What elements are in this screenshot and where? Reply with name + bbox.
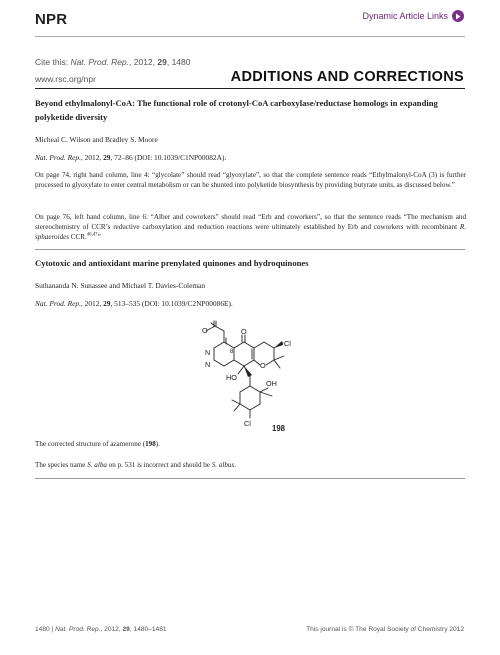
species-text-1: The species name	[35, 461, 88, 469]
species-text-2: on p. 531 is incorrect and should be	[106, 461, 212, 469]
cite-year: , 2012,	[129, 57, 158, 67]
compound-number: 198	[272, 424, 286, 433]
footer-page: 1480	[35, 626, 50, 633]
atom-oh: OH	[266, 379, 277, 388]
closing-quote: ”	[97, 233, 101, 242]
footer-volume: 29	[122, 626, 130, 633]
article1-ref-year: , 2012,	[80, 153, 104, 162]
article1-correction-2-text: On page 76, left hand column, line 6: “Alber and coworkers” should read “Erb and coworkers”, so that the sentence reads “The mechanism and stereochemistry of CCR’s reductive carboxylation and reduction reactions were ultimately established by Erb and coworkers with recombinant	[35, 213, 466, 232]
footer-pages: , 1480–1481	[129, 626, 167, 633]
atom-o2: O	[241, 327, 247, 336]
atom-ho: HO	[226, 373, 237, 382]
cite-volume: 29	[157, 57, 167, 67]
play-arrow-icon[interactable]	[452, 10, 464, 22]
header-divider	[35, 36, 465, 37]
article1-ref-volume: 29	[103, 153, 111, 162]
article1-correction-2	[35, 212, 466, 243]
species-right: S. albus	[211, 461, 235, 469]
article-divider	[35, 249, 465, 250]
article2-ref-year: , 2012,	[80, 299, 104, 308]
article1-correction-1: On page 74, right hand column, line 4: “glycolate” should read “glyoxylate”, so that the complete sentence reads “Ethylmalonyl-CoA (3) is further processed to glyoxylate to enter central metabolism or can be shunted into polyketide biosynthesis by providing butyrate units, as discussed below.”	[35, 171, 466, 190]
caption-end: ).	[155, 440, 160, 448]
atom-number-8: 8	[230, 349, 234, 355]
caption-text: The corrected structure of azamerone (	[35, 440, 146, 448]
species-text-3: .	[234, 461, 236, 469]
atom-cl1: Cl	[284, 339, 291, 348]
article2-ref-journal: Nat. Prod. Rep.	[35, 299, 81, 308]
atom-o-ring: O	[260, 361, 266, 370]
atom-cl2: Cl	[244, 419, 251, 428]
species-correction	[35, 460, 466, 470]
website-link[interactable]: www.rsc.org/npr	[35, 74, 96, 84]
journal-logo: NPR	[35, 11, 68, 28]
article1-authors: Micheal C. Wilson and Bradley S. Moore	[35, 135, 158, 144]
caption-compound: 198	[145, 440, 156, 448]
article2-ref-rest: , 513–535 (DOI: 10.1039/C2NP00086E).	[110, 299, 233, 308]
article1-title: Beyond ethylmalonyl-CoA: The functional role of crotonyl-CoA carboxylase/reductase homologs in expanding polyketide diversity	[35, 98, 438, 122]
article1-correction-2-end: CCR.	[69, 233, 87, 242]
azamerone-structure	[188, 318, 308, 433]
cite-this	[35, 57, 191, 67]
section-heading: ADDITIONS AND CORRECTIONS	[230, 69, 464, 85]
section-divider	[35, 88, 465, 89]
article2-title: Cytotoxic and antioxidant marine prenylated quinones and hydroquinones	[35, 258, 309, 268]
footer-year: , 2012,	[100, 626, 123, 633]
cite-journal: Nat. Prod. Rep.	[70, 57, 130, 67]
article1-reference[interactable]	[35, 153, 226, 162]
article1-ref-journal: Nat. Prod. Rep.	[35, 153, 81, 162]
reference-superscript[interactable]: 46,47	[86, 233, 98, 239]
footer-journal: Nat. Prod. Rep.	[55, 626, 101, 633]
species-name: R. sphaeroides	[35, 223, 466, 242]
end-divider	[35, 478, 465, 479]
atom-n2: N	[205, 360, 211, 369]
dynamic-article-links[interactable]	[362, 10, 464, 22]
atom-n1: N	[205, 348, 211, 357]
footer-separator: |	[49, 626, 56, 633]
species-wrong: S. alba	[87, 461, 107, 469]
article1-ref-rest: , 72–86 (DOI: 10.1039/C1NP00082A).	[110, 153, 227, 162]
footer-copyright: This journal is © The Royal Society of Chemistry 2012	[306, 626, 464, 633]
cite-prefix: Cite this:	[35, 57, 71, 67]
footer-citation	[35, 626, 167, 633]
article2-ref-volume: 29	[103, 299, 111, 308]
atom-o1: O	[202, 326, 208, 335]
figure-caption	[35, 439, 466, 449]
dynamic-article-links-label[interactable]: Dynamic Article Links	[362, 11, 448, 21]
article2-authors: Suthananda N. Sunassee and Michael T. Davies-Coleman	[35, 281, 206, 290]
article2-reference[interactable]	[35, 299, 233, 308]
cite-pages: , 1480	[166, 57, 191, 67]
